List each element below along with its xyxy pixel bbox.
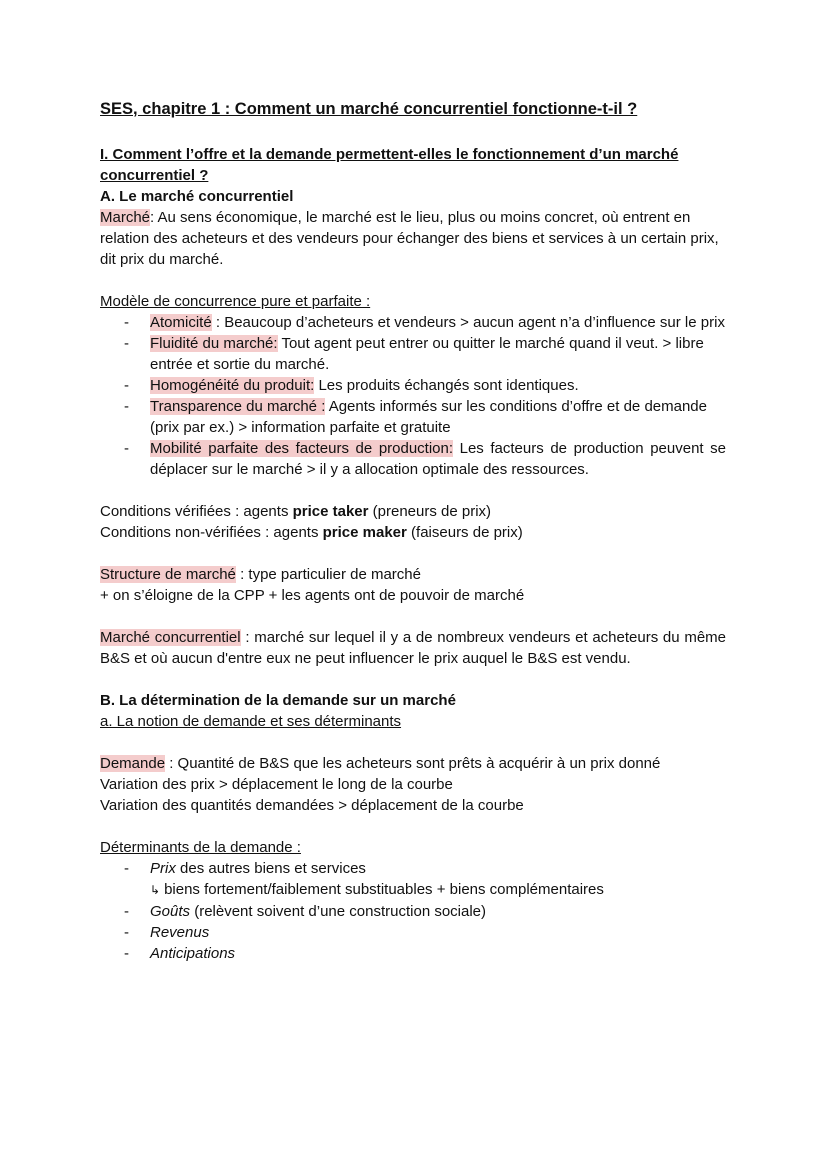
condition-term: Fluidité du marché: xyxy=(150,335,278,352)
condition-term: Homogénéité du produit: xyxy=(150,377,315,394)
list-item xyxy=(100,943,726,964)
section-a-heading: A. Le marché concurrentiel xyxy=(100,188,294,205)
list-item xyxy=(100,438,726,480)
condition-text: Agents informés sur les conditions d’offre et de demande (prix par ex.) > information parfaite et gratuite xyxy=(150,398,707,436)
document-page xyxy=(100,98,726,964)
list-item xyxy=(100,312,726,333)
concurrentiel-def: : marché sur lequel il y a de nombreux vendeurs et acheteurs du même B&S et où aucun d'entre eux ne peut influencer le prix auquel le B&S est vendu. xyxy=(100,629,726,667)
list-item xyxy=(100,922,726,943)
condition-term: Mobilité parfaite des facteurs de production: xyxy=(150,440,454,457)
condition-term: Atomicité xyxy=(150,314,212,331)
verified-post: (preneurs de prix) xyxy=(368,503,492,520)
variation-line-1: Variation des prix > déplacement le long de la courbe xyxy=(100,776,453,793)
section-b-heading: B. La détermination de la demande sur un marché xyxy=(100,692,456,709)
det-prix-sub xyxy=(100,879,726,901)
page-title: SES, chapitre 1 : Comment un marché concurrentiel fonctionne-t-il ? xyxy=(100,100,638,118)
verified-pre: Conditions vérifiées : agents xyxy=(100,503,293,520)
list-item xyxy=(100,396,726,438)
structure-definition xyxy=(100,564,726,585)
nonverified-post: (faiseurs de prix) xyxy=(406,524,523,541)
condition-text: Les produits échangés sont identiques. xyxy=(314,377,579,394)
demande-term: Demande xyxy=(100,755,166,772)
det-prix: Prix xyxy=(150,860,176,877)
structure-term: Structure de marché xyxy=(100,566,236,583)
variation-line-2: Variation des quantités demandées > déplacement de la courbe xyxy=(100,797,524,814)
marche-definition xyxy=(100,207,726,270)
det-gouts-rest: (relèvent soivent d’une construction sociale) xyxy=(190,903,487,920)
determinants-heading: Déterminants de la demande : xyxy=(100,839,301,856)
model-heading: Modèle de concurrence pure et parfaite : xyxy=(100,293,371,310)
structure-line-2: + on s’éloigne de la CPP + les agents ont de pouvoir de marché xyxy=(100,587,525,604)
condition-text: Tout agent peut entrer ou quitter le marché quand il veut. > libre entrée et sortie du marché. xyxy=(150,335,704,373)
demande-definition xyxy=(100,753,726,774)
list-item xyxy=(100,333,726,375)
condition-text: Les facteurs de production peuvent se déplacer sur le marché > il y a allocation optimale des ressources. xyxy=(150,440,726,478)
price-maker: price maker xyxy=(322,524,407,541)
condition-text: : Beaucoup d’acheteurs et vendeurs > aucun agent n’a d’influence sur le prix xyxy=(211,314,725,331)
section-b-subheading: a. La notion de demande et ses déterminants xyxy=(100,713,402,730)
marche-def-text: : Au sens économique, le marché est le lieu, plus ou moins concret, où entrent en relation des acheteurs et des vendeurs pour échanger des biens et services à un certain prix, dit prix du marché. xyxy=(100,209,719,268)
list-item xyxy=(100,858,726,879)
demande-def: : Quantité de B&S que les acheteurs sont prêts à acquérir à un prix donné xyxy=(165,755,661,772)
return-arrow-icon: ↳ xyxy=(150,883,161,897)
section-1-heading: I. Comment l’offre et la demande permettent-elles le fonctionnement d’un marché concurrentiel ? xyxy=(100,146,679,184)
det-prix-rest: des autres biens et services xyxy=(175,860,366,877)
det-prix-sub-text: biens fortement/faiblement substituables + biens complémentaires xyxy=(164,881,604,898)
concurrentiel-definition xyxy=(100,627,726,669)
condition-term: Transparence du marché : xyxy=(150,398,326,415)
marche-term: Marché xyxy=(100,209,151,226)
concurrentiel-term: Marché concurrentiel xyxy=(100,629,241,646)
determinants-list-cont xyxy=(100,901,726,964)
det-gouts: Goûts xyxy=(150,903,191,920)
determinants-list xyxy=(100,858,726,879)
list-item xyxy=(100,901,726,922)
nonverified-conditions xyxy=(100,522,726,543)
list-item xyxy=(100,375,726,396)
det-anticipations: Anticipations xyxy=(150,945,236,962)
nonverified-pre: Conditions non-vérifiées : agents xyxy=(100,524,323,541)
structure-def: : type particulier de marché xyxy=(235,566,421,583)
det-revenus: Revenus xyxy=(150,924,210,941)
cpp-conditions-list xyxy=(100,312,726,480)
verified-conditions xyxy=(100,501,726,522)
price-taker: price taker xyxy=(292,503,369,520)
